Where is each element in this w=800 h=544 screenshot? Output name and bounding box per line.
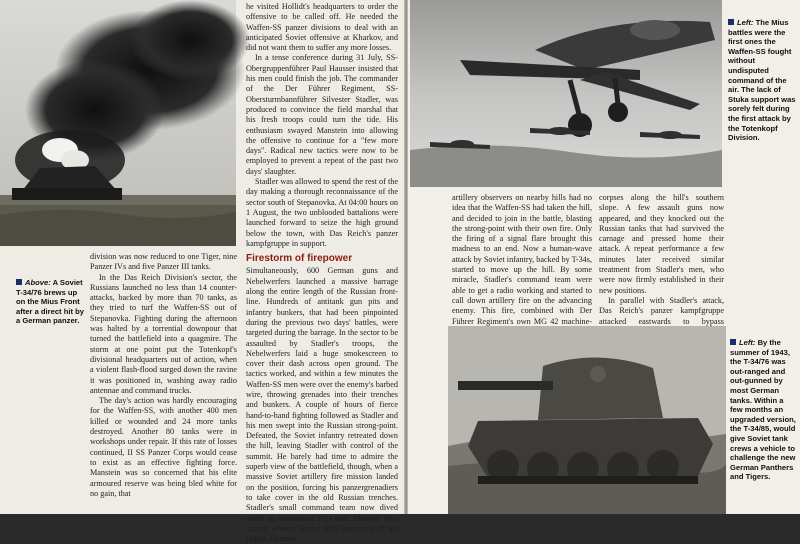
- stuka-aircraft-photo: [410, 0, 722, 187]
- paragraph: In the Das Reich Division's sector, the Russians launched no less than 14 counter-attacks, backed by more than 70 tanks, as they tried to turf the Waffen-SS out of Stepanovka. Fighting during the afternoon was halted by a torrential downpour that turned the battlefield into a quagmire. The storm at one point put the Totenkopf's divisional headquarters out of action, when a violent flash-flood surged down the ravine it was positioned in, washing away radio antennae and command trucks.: [90, 272, 237, 395]
- paragraph: Stadler was allowed to spend the rest of the day making a thorough reconnaissance of the sector south of Stepanovka. At 04:00 hours on 1 August, the two unblooded battalions were launched forward to seize the high ground below the town, with Das Reich's panzer kampfgruppe in support.: [246, 177, 398, 248]
- caption-bullet: [730, 339, 736, 345]
- paragraph: In parallel with Stadler's attack, Das Reich's panzer kampfgruppe attacked eastwards to bypass: [599, 295, 724, 326]
- t34-image: [448, 326, 726, 514]
- caption-bullet: [728, 19, 734, 25]
- paragraph: artillery observers on nearby hills had no idea that the Waffen-SS had taken the hill, and decided to join in the battle, blasting the strong-point with their own fire. Only the firing of a signal flare brought this madness to an end. Now a human-wave attack by Soviet infantry, backed by T-34s, started to move up the hill. By some miracle, Stadler's command team were able to get a radio working and started to call down artillery fire on the advancing enemy. This fire, combined with Der Führer Regiment's own MG 42 machine-: [452, 193, 592, 326]
- caption-text: The Mius battles were the first ones the Waffen-SS fought without undisputed command of the air. The lack of Stuka support was sorely felt during the first attack by the Totenkopf Division.: [728, 18, 796, 143]
- left-column-2: [246, 2, 398, 544]
- left-column-1: [90, 252, 237, 499]
- paragraph: corpses along the hill's southern slope. A few assault guns now appeared, and they knocked out the Russian tanks that had survived the carnage and pressed home their attack. A repeat performance a few minutes later received similar treatment from Stadler's men, who were now firmly established in their new positions.: [599, 193, 724, 295]
- stuka-photo-caption: [728, 18, 798, 143]
- t34-photo-caption: [730, 338, 798, 482]
- paragraph: The day's action was hardly encouraging for the Waffen-SS, with another 400 men killed or wounded and 24 more tanks destroyed. Another 80 tanks were in workshops under repair. If this rate of losses continued, II SS Panzer Corps would cease to exist as an effective fighting force. Manstein was so concerned that his elite armoured reserve was being bled white for no gain, that: [90, 396, 237, 498]
- burning-tank-photo: [0, 0, 236, 246]
- tank-photo-caption: [16, 278, 86, 326]
- paragraph: he visited Hollidt's headquarters to order the offensive to be called off. He needed the Waffen-SS panzer divisions to deal with an anticipated Soviet offensive at Kharkov, and did not want them to suffer any more losses.: [246, 2, 398, 53]
- stuka-image: [410, 0, 722, 187]
- paragraph: In a tense conference during 31 July, SS-Obergruppenführer Paul Hausser insisted that his men could finish the job. The commander of the Der Führer Regiment, SS-Obersturmbannführer Silvester Stadler, was produced to convince the field marshal that his fresh troops could turn the tide. His enthusiasm swayed Manstein into allowing the offensive to continue for a "few more days". Radical new tactics were now to be employed to prevent a repeat of the past two days' slaughter.: [246, 53, 398, 176]
- caption-label: Above:: [25, 278, 51, 287]
- caption-text: A Soviet T-34/76 brews up on the Mius Front after a direct hit by a German panzer.: [16, 278, 84, 326]
- t34-tank-photo: [448, 326, 726, 514]
- right-column-1: [452, 193, 592, 337]
- caption-bullet: [16, 279, 22, 285]
- caption-label: Left:: [739, 338, 756, 347]
- caption-text: By the summer of 1943, the T-34/76 was out-ranged and out-gunned by most German tanks. Within a few months an upgraded version, the T-34/85, would give Soviet tank crews a vehicle to challenge the new German Panthers and Tigers.: [730, 338, 796, 482]
- burning-tank-image: [0, 0, 236, 246]
- paragraph: division was now reduced to one Tiger, nine Panzer IVs and five Panzer III tanks.: [90, 252, 237, 272]
- section-subheading: Firestorm of firepower: [246, 253, 353, 265]
- right-page: [408, 0, 800, 514]
- caption-label: Left:: [737, 18, 754, 27]
- paragraph: Simultaneously, 600 German guns and Nebelwerfers launched a massive barrage along the entire length of the Russian front-line. Hundreds of antitank gun pits and infantry bunkers, that had been pinpointed during the previous two days' battles, were targeted during the barrage. In the sector to be assaulted by Stadler's troops, the Nebelwerfers laid a huge smokescreen to cover their dash across open ground. The tactics worked, and within a few minutes the Waffen-SS men were over the enemy's barbed wire, throwing grenades into their trenches and bunkers. A couple of hours of fierce hand-to-hand fighting followed as Stadler and his men swept into the Russian strong-point. Defeated, the Soviet infantry retreated down the hill, leaving Stadler with control of the summit. He barely had time to admire the superb view of the battlefield, though, when a massive Soviet artillery fire mission landed on the position, forcing his panzergrenadiers to take cover in the old Russian trenches. Stadler's small command team now dived under an abandoned T-34 tank. Disaster then struck, when a Soviet shell destroyed all his radios. German: [246, 266, 398, 544]
